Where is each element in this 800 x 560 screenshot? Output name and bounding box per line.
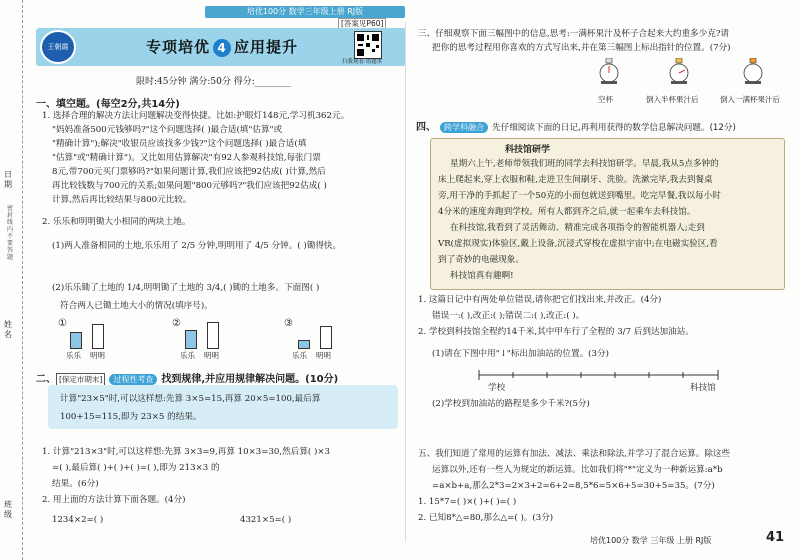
figure-2-number: ② <box>172 318 181 329</box>
s2-title-num: 二、 <box>36 374 56 385</box>
s3-question-line: 把你的思考过程用你喜欢的方式写出来,并在第三幅图上标出指针的位置。(7分) <box>432 43 731 53</box>
s2-source-tag: [保定市期末] <box>56 373 105 386</box>
number-line-end-label: 科技馆 <box>690 383 716 393</box>
scale-half-cup-icon <box>668 58 690 84</box>
margin-cut-note: 密封线内不要答题 <box>6 205 13 261</box>
s1-q1-line: 计算,然后再比较结果与800元比较。 <box>52 195 192 205</box>
s4-q2b: (2)学校到加油站的路程是多少千米?(5分) <box>432 399 590 409</box>
figure-3-mingming-bar <box>320 326 332 349</box>
figure-3-number: ③ <box>284 318 293 329</box>
s4-q1a: 错误一:( ),改正:( );错误二:( ),改正:( )。 <box>432 311 585 321</box>
figure-1-lele-bar <box>70 332 82 349</box>
figure-2-mingming-label: 明明 <box>204 351 219 360</box>
hint-line: 100+15=115,即为 23×5 的结果。 <box>60 412 202 422</box>
figure-1-mingming-label: 明明 <box>90 351 105 360</box>
s4-q1: 1. 这篇日记中有两处单位错误,请你把它们找出来,并改正。(4分) <box>418 295 662 305</box>
answer-reference: [答案见P60] <box>338 18 386 30</box>
hint-line: 计算"23×5"时,可以这样想:先算 3×5=15,再算 20×5=100,最后算 <box>60 394 321 404</box>
s2-q2a: 1234×2=( ) <box>52 515 104 525</box>
title-number-badge: 4 <box>213 39 231 57</box>
s1-q1-line: 8元,带700元买门票够吗?"如果问题计算,我们应该把92估成( )计算,然后 <box>52 167 326 177</box>
s2-q1-line: =( ),最后算( )+( )+( )=( ),即为 213×3 的 <box>52 463 220 473</box>
margin-date-label: 日期 <box>4 170 12 189</box>
scale-label: 空杯 <box>598 95 613 104</box>
figure-1-number: ① <box>58 318 67 329</box>
exam-meta: 限时:45分钟 满分:50分 得分:________ <box>136 77 291 87</box>
diary-title: 科技馆研学 <box>505 145 551 155</box>
brand-logo: 王朝霞 <box>40 30 76 64</box>
scale-empty-cup-icon <box>598 58 620 84</box>
diary-line: 科技馆真有趣啊! <box>450 271 514 281</box>
series-strip: 培优100分 数学三年级上册 RJ版 <box>205 6 405 18</box>
title-post: 应用提升 <box>234 38 299 56</box>
distance-number-line[interactable] <box>478 368 720 382</box>
s5-question-line: =a×b+a,那么2*3=2×3+2=6+2=8,5*6=5×6+5=30+5=35。(7分) <box>432 481 715 491</box>
figure-1-mingming-bar <box>92 324 104 349</box>
figure-2-lele-bar <box>185 330 197 349</box>
s2-q1-line: 结果。(6分) <box>52 479 99 489</box>
s2-q1-line: 1. 计算"213×3"时,可以这样想:先算 3×3=9,再算 10×3=30,然后算( )×3 <box>42 447 331 457</box>
section-4-title: 四、 跨学科融合 先仔细阅读下面的日记,再利用获得的数学信息解决问题。(12分) <box>416 122 736 133</box>
diary-line: 到了奇妙的电磁现象。 <box>438 255 524 265</box>
s4-interdisciplinary-tag: 跨学科融合 <box>440 122 488 133</box>
figure-2-lele-label: 乐乐 <box>180 351 195 360</box>
s5-q1: 1. 15*7=( )×( )+( )=( ) <box>418 497 517 507</box>
figure-3-lele-label: 乐乐 <box>292 351 307 360</box>
s1-q2c: 符合两人已锄土地大小的情况(填序号)。 <box>60 301 213 311</box>
page-footer: 培优100分 数学 三年级 上册 RJ版 <box>590 536 712 545</box>
figure-3-lele-bar <box>298 340 310 349</box>
s4-q2a: (1)请在下图中用"↓"标出加油站的位置。(3分) <box>432 349 609 359</box>
s4-title-text: 先仔细阅读下面的日记,再利用获得的数学信息解决问题。(12分) <box>492 123 736 133</box>
s1-q2: 2. 乐乐和明明锄大小相同的两块土地。 <box>42 217 191 227</box>
scale-label: 倒入半杯果汁后 <box>646 95 699 104</box>
s1-q2b: (2)乐乐锄了土地的 1/4,明明锄了土地的 3/4,( )锄的土地多。下面图( ) <box>52 283 320 293</box>
section-1-title: 一、填空题。(每空2分,共14分) <box>36 99 180 110</box>
figure-1-lele-label: 乐乐 <box>66 351 81 360</box>
column-divider <box>405 22 406 542</box>
margin-class-label: 班级 <box>4 500 12 519</box>
number-line-start-label: 学校 <box>488 383 506 393</box>
s2-q2b: 4321×5=( ) <box>240 515 292 525</box>
s2-q2: 2. 用上面的方法计算下面各题。(4分) <box>42 495 186 505</box>
scale-label: 倒入一满杯果汁后 <box>720 95 780 104</box>
qr-caption: 扫我观看·错题本 <box>342 59 383 65</box>
diary-line: VR(虚拟现实)体验区,戴上设备,沉浸式穿梭在虚拟宇宙中;在电磁实验区,看 <box>438 239 718 249</box>
s5-q2: 2. 已知8*△=80,那么△=( )。(3分) <box>418 513 554 523</box>
s4-q2: 2. 学校到科技馆全程约14千米,其中甲车行了全程的 3/7 后到达加油站。 <box>418 327 694 337</box>
s1-q1-line: 再比较钱数与700元的关系;如果问题"800元够吗?"我们应该把92估成( ) <box>52 181 327 191</box>
s1-q1-line: "妈妈准备500元钱够吗?"这个问题选择( )最合适(填"估算"或 <box>52 125 283 135</box>
s5-question-line: 运算以外,还有一些人为规定的新运算。比如我们将"*"定义为一种新运算:a*b <box>432 465 723 475</box>
s1-q1-line: "精确计算");解决"收银员应该找多少钱?"这个问题选择( )最合适(填 <box>52 139 307 149</box>
section-2-title <box>36 370 338 386</box>
diary-line: 在科技馆,我看到了灵活舞动、精准完成各项指令的智能机器人;走到 <box>450 223 705 233</box>
diary-line: 4分米的速度奔跑到学校。所有人都到齐之后,就一起乘车去科技馆。 <box>438 207 696 217</box>
s1-q2a: (1)两人准备相同的土地,乐乐用了 2/5 分钟,明明用了 4/5 分钟。( )锄得快。 <box>52 241 342 251</box>
diary-line: 星期六上午,老师带领我们班的同学去科技馆研学。早晨,我从5点多钟的 <box>450 159 719 169</box>
figure-2-mingming-bar <box>207 322 219 349</box>
page-number: 41 <box>766 530 785 545</box>
page-title <box>146 36 298 57</box>
qr-code-icon[interactable] <box>354 31 382 59</box>
figure-3-mingming-label: 明明 <box>316 351 331 360</box>
s3-question-line: 三、仔细观察下面三幅图中的信息,思考:一满杯果汁及杯子合起来大约重多少克?请 <box>418 29 730 39</box>
title-pre: 专项培优 <box>146 38 211 56</box>
s5-question-line: 五、我们知道了常用的运算有加法、减法、乘法和除法,并学习了混合运算。除这些 <box>418 449 731 459</box>
binding-margin <box>0 0 23 560</box>
title-banner <box>36 28 406 66</box>
scale-full-cup-icon <box>742 58 764 84</box>
s1-q1-line: 1. 选择合理的解决方法让问题解决变得快捷。比如:护眼灯148元,学习机362元。 <box>42 111 350 121</box>
margin-name-label: 姓名 <box>4 320 12 339</box>
diary-line: 床上爬起来,穿上衣服和鞋,走进卫生间刷牙、洗脸。洗漱完毕,我去到餐桌 <box>438 175 713 185</box>
s1-q1-line: "估算"或"精确计算")。又比如用估算解决"有92人参观科技馆,每张门票 <box>52 153 321 163</box>
s2-title-text: 找到规律,并应用规律解决问题。(10分) <box>161 374 339 385</box>
s2-process-tag: 过程性考查 <box>109 374 157 385</box>
diary-line: 旁,用干净的手抓起了一个50克的小面包就送到嘴里。吃完早餐,我以每小时 <box>438 191 721 201</box>
